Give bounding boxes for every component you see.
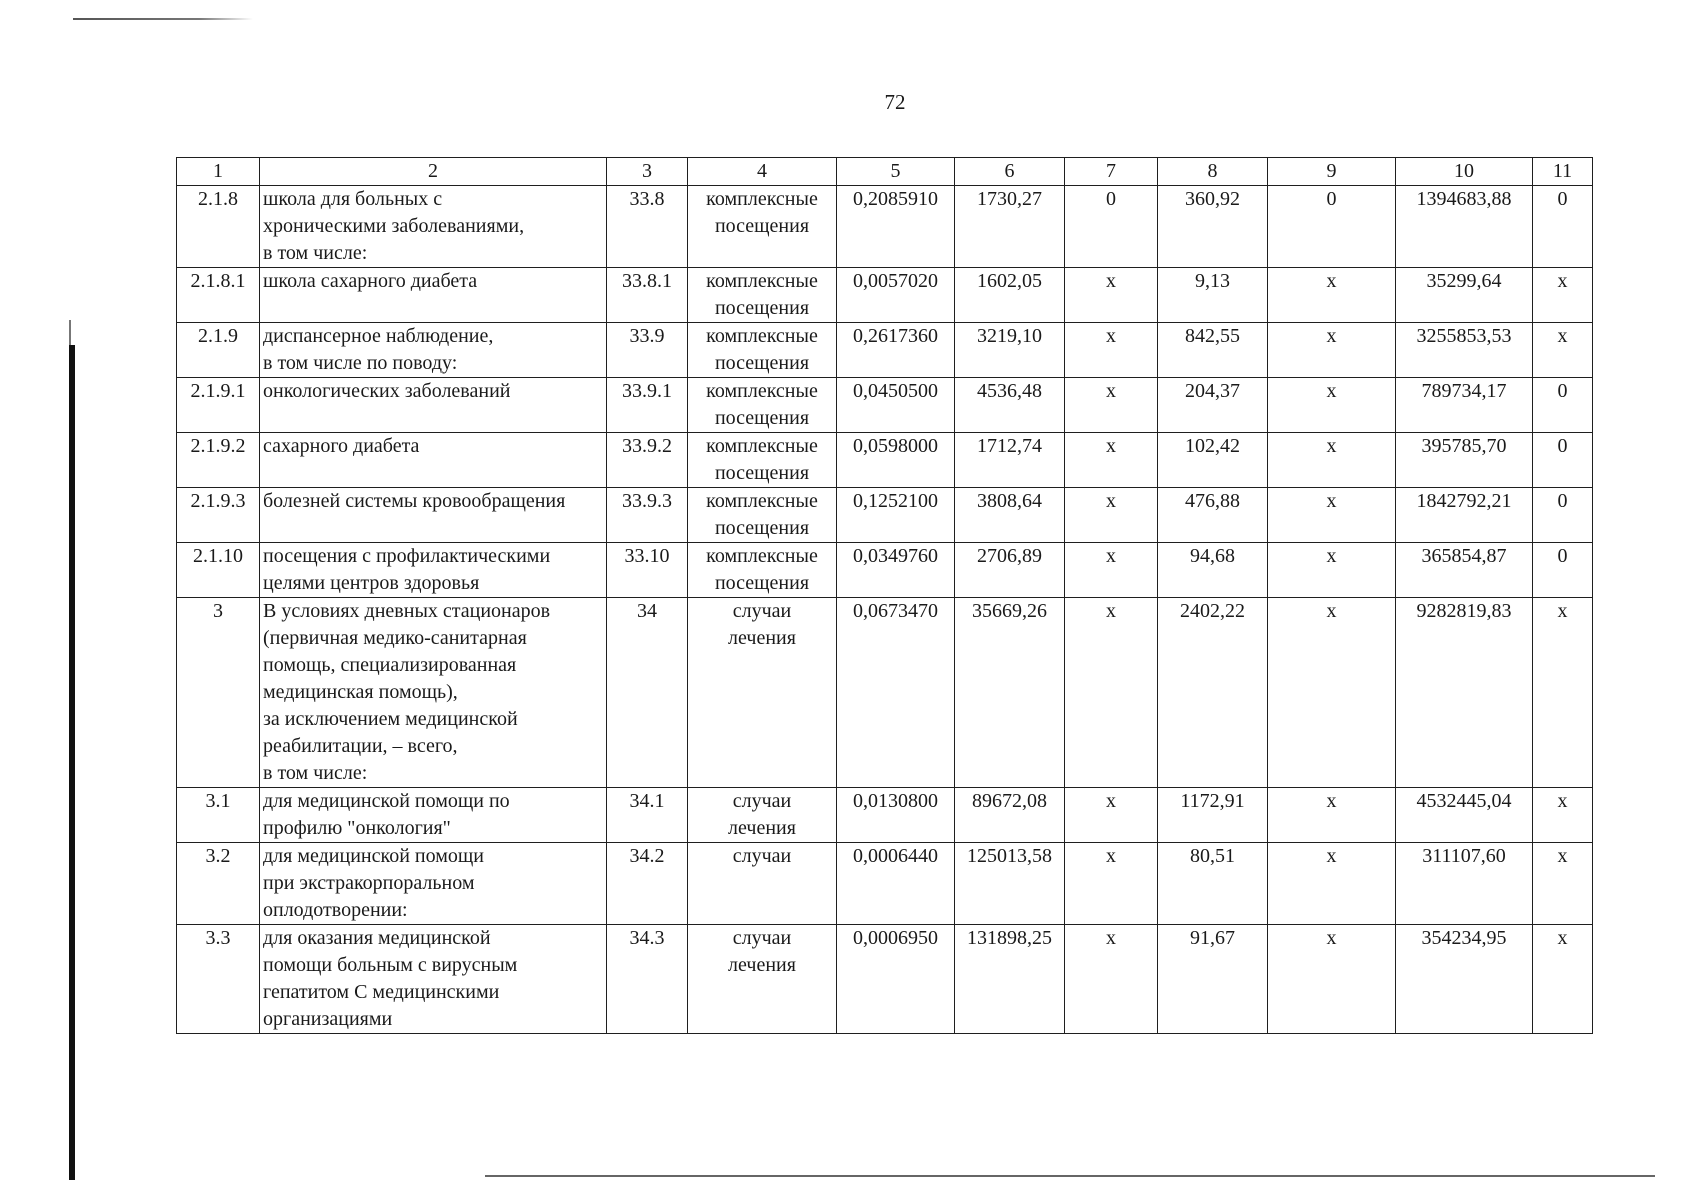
col6-cell: 131898,25 — [955, 925, 1065, 1034]
column-header-1: 1 — [177, 158, 260, 186]
row-name-cell: болезней системы кровообращения — [260, 488, 607, 543]
row-number-cell: 2.1.8 — [177, 186, 260, 268]
col8-cell: 842,55 — [1158, 323, 1268, 378]
col5-cell: 0,2085910 — [837, 186, 955, 268]
col7-cell: х — [1065, 788, 1158, 843]
col6-cell: 4536,48 — [955, 378, 1065, 433]
col6-cell: 35669,26 — [955, 598, 1065, 788]
col5-cell: 0,0006440 — [837, 843, 955, 925]
col9-cell: х — [1268, 488, 1396, 543]
col8-cell: 94,68 — [1158, 543, 1268, 598]
col10-cell: 1394683,88 — [1396, 186, 1533, 268]
col9-cell: х — [1268, 268, 1396, 323]
col7-cell: х — [1065, 268, 1158, 323]
table-row — [177, 268, 1593, 323]
col8-cell: 102,42 — [1158, 433, 1268, 488]
row-code-cell: 34.1 — [607, 788, 688, 843]
column-header-8: 8 — [1158, 158, 1268, 186]
col5-cell: 0,2617360 — [837, 323, 955, 378]
row-code-cell: 33.9 — [607, 323, 688, 378]
table-body — [177, 186, 1593, 1034]
row-unit-cell: комплексные посещения — [688, 186, 837, 268]
col8-cell: 80,51 — [1158, 843, 1268, 925]
row-name-cell: для оказания медицинской помощи больным с вирусным гепатитом С медицинскими организациями — [260, 925, 607, 1034]
col7-cell: х — [1065, 433, 1158, 488]
col7-cell: х — [1065, 543, 1158, 598]
row-number-cell: 2.1.8.1 — [177, 268, 260, 323]
col7-cell: х — [1065, 488, 1158, 543]
column-header-2: 2 — [260, 158, 607, 186]
col6-cell: 1712,74 — [955, 433, 1065, 488]
row-code-cell: 33.9.1 — [607, 378, 688, 433]
col11-cell: х — [1533, 788, 1593, 843]
col10-cell: 35299,64 — [1396, 268, 1533, 323]
table-row — [177, 543, 1593, 598]
col10-cell: 365854,87 — [1396, 543, 1533, 598]
row-code-cell: 34.2 — [607, 843, 688, 925]
col11-cell: х — [1533, 598, 1593, 788]
col7-cell: х — [1065, 378, 1158, 433]
col9-cell: х — [1268, 543, 1396, 598]
col8-cell: 1172,91 — [1158, 788, 1268, 843]
row-name-cell: диспансерное наблюдение, в том числе по поводу: — [260, 323, 607, 378]
row-name-cell: школа сахарного диабета — [260, 268, 607, 323]
col11-cell: х — [1533, 323, 1593, 378]
table-row — [177, 788, 1593, 843]
col9-cell: 0 — [1268, 186, 1396, 268]
page-number: 72 — [884, 90, 906, 114]
col9-cell: х — [1268, 378, 1396, 433]
row-number-cell: 2.1.9.2 — [177, 433, 260, 488]
col9-cell: х — [1268, 843, 1396, 925]
row-number-cell: 3.2 — [177, 843, 260, 925]
row-unit-cell: комплексные посещения — [688, 268, 837, 323]
col11-cell: х — [1533, 843, 1593, 925]
column-header-3: 3 — [607, 158, 688, 186]
row-code-cell: 34.3 — [607, 925, 688, 1034]
row-name-cell: посещения с профилактическими целями центров здоровья — [260, 543, 607, 598]
col11-cell: х — [1533, 925, 1593, 1034]
table-row — [177, 186, 1593, 268]
row-number-cell: 3.1 — [177, 788, 260, 843]
row-unit-cell: комплексные посещения — [688, 323, 837, 378]
col9-cell: х — [1268, 925, 1396, 1034]
row-code-cell: 33.10 — [607, 543, 688, 598]
row-unit-cell: комплексные посещения — [688, 378, 837, 433]
row-name-cell: для медицинской помощи при экстракорпоральном оплодотворении: — [260, 843, 607, 925]
col10-cell: 1842792,21 — [1396, 488, 1533, 543]
col5-cell: 0,0057020 — [837, 268, 955, 323]
col8-cell: 91,67 — [1158, 925, 1268, 1034]
table-row — [177, 598, 1593, 788]
scan-artifact-left-edge — [69, 345, 75, 1180]
col7-cell: х — [1065, 925, 1158, 1034]
col10-cell: 3255853,53 — [1396, 323, 1533, 378]
col9-cell: х — [1268, 433, 1396, 488]
row-code-cell: 33.9.2 — [607, 433, 688, 488]
col10-cell: 395785,70 — [1396, 433, 1533, 488]
col5-cell: 0,0006950 — [837, 925, 955, 1034]
col8-cell: 2402,22 — [1158, 598, 1268, 788]
col11-cell: 0 — [1533, 433, 1593, 488]
table-row — [177, 843, 1593, 925]
col11-cell: х — [1533, 268, 1593, 323]
col10-cell: 4532445,04 — [1396, 788, 1533, 843]
col7-cell: х — [1065, 843, 1158, 925]
table-row — [177, 925, 1593, 1034]
row-name-cell: школа для больных с хроническими заболеваниями, в том числе: — [260, 186, 607, 268]
row-code-cell: 34 — [607, 598, 688, 788]
row-number-cell: 2.1.9.3 — [177, 488, 260, 543]
col9-cell: х — [1268, 598, 1396, 788]
col10-cell: 311107,60 — [1396, 843, 1533, 925]
column-header-9: 9 — [1268, 158, 1396, 186]
col5-cell: 0,0130800 — [837, 788, 955, 843]
row-name-cell: онкологических заболеваний — [260, 378, 607, 433]
row-code-cell: 33.8 — [607, 186, 688, 268]
row-number-cell: 2.1.9 — [177, 323, 260, 378]
col6-cell: 2706,89 — [955, 543, 1065, 598]
table-row — [177, 488, 1593, 543]
row-number-cell: 2.1.9.1 — [177, 378, 260, 433]
col5-cell: 0,0598000 — [837, 433, 955, 488]
column-header-4: 4 — [688, 158, 837, 186]
column-header-10: 10 — [1396, 158, 1533, 186]
row-unit-cell: случаи лечения — [688, 788, 837, 843]
col8-cell: 9,13 — [1158, 268, 1268, 323]
col9-cell: х — [1268, 323, 1396, 378]
row-unit-cell: случаи лечения — [688, 598, 837, 788]
row-unit-cell: случаи — [688, 843, 837, 925]
col7-cell: 0 — [1065, 186, 1158, 268]
row-number-cell: 3 — [177, 598, 260, 788]
column-header-5: 5 — [837, 158, 955, 186]
col6-cell: 89672,08 — [955, 788, 1065, 843]
col11-cell: 0 — [1533, 488, 1593, 543]
column-header-6: 6 — [955, 158, 1065, 186]
col10-cell: 789734,17 — [1396, 378, 1533, 433]
table-row — [177, 378, 1593, 433]
table-row — [177, 323, 1593, 378]
row-unit-cell: комплексные посещения — [688, 433, 837, 488]
row-unit-cell: случаи лечения — [688, 925, 837, 1034]
data-table — [176, 157, 1593, 1034]
col10-cell: 9282819,83 — [1396, 598, 1533, 788]
row-number-cell: 3.3 — [177, 925, 260, 1034]
table-header-row — [177, 158, 1593, 186]
row-code-cell: 33.9.3 — [607, 488, 688, 543]
col5-cell: 0,0673470 — [837, 598, 955, 788]
col11-cell: 0 — [1533, 543, 1593, 598]
column-header-7: 7 — [1065, 158, 1158, 186]
col6-cell: 1602,05 — [955, 268, 1065, 323]
row-code-cell: 33.8.1 — [607, 268, 688, 323]
row-unit-cell: комплексные посещения — [688, 543, 837, 598]
col8-cell: 360,92 — [1158, 186, 1268, 268]
row-name-cell: В условиях дневных стационаров (первичная медико-санитарная помощь, специализированная медицинская помощь), за исключением медицинской реабилитации, – всего, в том числе: — [260, 598, 607, 788]
row-name-cell: сахарного диабета — [260, 433, 607, 488]
col11-cell: 0 — [1533, 378, 1593, 433]
scan-artifact-top-line — [73, 18, 253, 20]
row-unit-cell: комплексные посещения — [688, 488, 837, 543]
col5-cell: 0,1252100 — [837, 488, 955, 543]
col6-cell: 3219,10 — [955, 323, 1065, 378]
col6-cell: 3808,64 — [955, 488, 1065, 543]
row-number-cell: 2.1.10 — [177, 543, 260, 598]
column-header-11: 11 — [1533, 158, 1593, 186]
col8-cell: 476,88 — [1158, 488, 1268, 543]
col10-cell: 354234,95 — [1396, 925, 1533, 1034]
col5-cell: 0,0450500 — [837, 378, 955, 433]
table-row — [177, 433, 1593, 488]
col6-cell: 1730,27 — [955, 186, 1065, 268]
col5-cell: 0,0349760 — [837, 543, 955, 598]
col6-cell: 125013,58 — [955, 843, 1065, 925]
col11-cell: 0 — [1533, 186, 1593, 268]
col9-cell: х — [1268, 788, 1396, 843]
col8-cell: 204,37 — [1158, 378, 1268, 433]
col7-cell: х — [1065, 323, 1158, 378]
col7-cell: х — [1065, 598, 1158, 788]
row-name-cell: для медицинской помощи по профилю "онкология" — [260, 788, 607, 843]
scan-artifact-bottom-line — [485, 1175, 1655, 1177]
